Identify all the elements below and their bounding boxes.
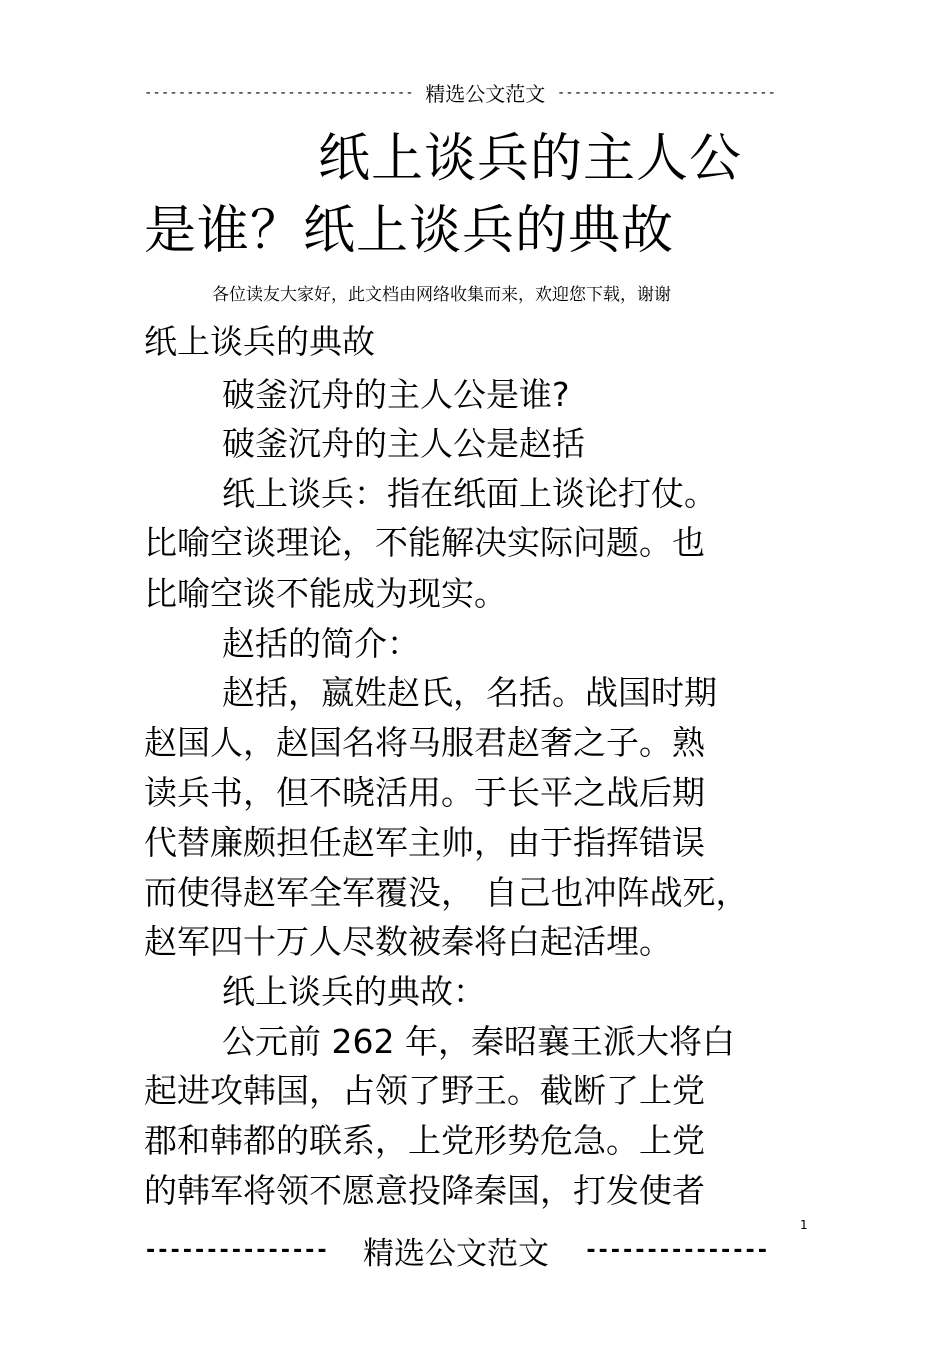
body-line: 赵国人，赵国名将马服君赵奢之子。熟 — [144, 723, 705, 762]
page-footer — [144, 1228, 768, 1273]
body-line: 而使得赵军全军覆没， 自己也冲阵战死， — [144, 873, 749, 912]
body-line: 的韩军将领不愿意投降秦国，打发使者 — [144, 1171, 705, 1210]
body-line: 破釜沉舟的主人公是赵括 — [222, 424, 585, 463]
body-line: 破釜沉舟的主人公是谁? — [222, 375, 570, 414]
title-line-1: 纸上谈兵的主人公 — [318, 129, 743, 189]
body-line: 公元前 262 年，秦昭襄王派大将白 — [222, 1022, 735, 1061]
body-line: 起进攻韩国，占领了野王。截断了上党 — [144, 1071, 705, 1110]
title-line-2: 是谁？纸上谈兵的典故 — [144, 201, 675, 261]
page-number: 1 — [800, 1218, 808, 1232]
body-line: 赵军四十万人尽数被秦将白起活埋。 — [144, 922, 672, 961]
body-line: 赵括，嬴姓赵氏，名括。战国时期 — [222, 673, 717, 712]
header-rule-right: -------------------------- — [556, 84, 776, 101]
footer-rule-right: --------------- — [584, 1238, 768, 1263]
header-rule-left: -------------------------------- — [144, 84, 414, 101]
body-line: 比喻空谈不能成为现实。 — [144, 574, 507, 613]
body-line: 纸上谈兵的典故 — [144, 322, 375, 361]
footer-rule-left: --------------- — [144, 1238, 328, 1263]
body-line: 郡和韩都的联系，上党形势危急。上党 — [144, 1121, 705, 1160]
body-line: 纸上谈兵：指在纸面上谈论打仗。 — [222, 474, 717, 513]
header-label: 精选公文范文 — [425, 82, 546, 106]
body-line: 读兵书，但不晓活用。于长平之战后期 — [144, 773, 705, 812]
footer-label: 精选公文范文 — [363, 1236, 549, 1272]
body-line: 比喻空谈理论，不能解决实际问题。也 — [144, 523, 705, 562]
body-line: 纸上谈兵的典故： — [222, 972, 486, 1011]
body-line: 赵括的简介： — [222, 624, 420, 663]
body-line: 代替廉颇担任赵军主帅，由于指挥错误 — [144, 823, 705, 862]
page-header — [144, 78, 776, 107]
subtitle-note: 各位读友大家好，此文档由网络收集而来，欢迎您下载，谢谢 — [212, 285, 671, 305]
